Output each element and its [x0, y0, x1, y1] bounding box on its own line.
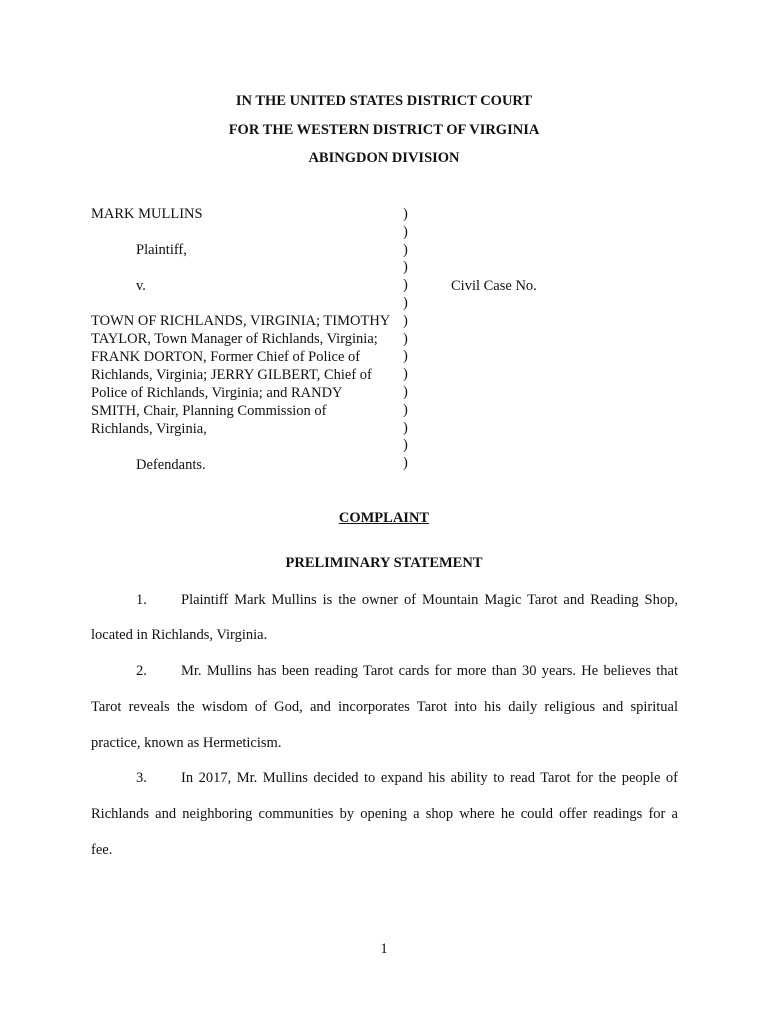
- page-number: 1: [380, 941, 388, 957]
- paragraph-1-line-2: located in Richlands, Virginia.: [91, 627, 268, 643]
- paragraph-3-number: 3.: [136, 770, 147, 786]
- defendants-line-5: Police of Richlands, Virginia; and RANDY: [91, 385, 343, 401]
- caption-divider: [403, 206, 408, 473]
- defendants-line-4: Richlands, Virginia; JERRY GILBERT, Chief of: [91, 367, 372, 383]
- paragraph-2-line-3: practice, known as Hermeticism.: [91, 735, 282, 751]
- defendants-line-6: SMITH, Chair, Planning Commission of: [91, 403, 327, 419]
- caption-paren: ): [403, 241, 408, 258]
- paragraph-2-number: 2.: [136, 663, 147, 679]
- court-title-line-3: ABINGDON DIVISION: [308, 150, 460, 166]
- paragraph-3-line-3: fee.: [91, 842, 113, 858]
- caption-paren: ): [403, 277, 408, 294]
- complaint-heading-text: COMPLAINT: [338, 510, 430, 526]
- caption-paren: ): [403, 330, 408, 347]
- caption-paren: ): [403, 348, 408, 365]
- caption-paren: ): [403, 312, 408, 329]
- caption-paren: ): [403, 383, 408, 400]
- caption-paren: ): [403, 294, 408, 311]
- court-title-line-1: IN THE UNITED STATES DISTRICT COURT: [235, 93, 533, 109]
- caption-paren: ): [403, 259, 408, 276]
- caption-paren: ): [403, 223, 408, 240]
- plaintiff-name: MARK MULLINS: [91, 206, 203, 222]
- preliminary-statement-heading: PRELIMINARY STATEMENT: [285, 555, 483, 571]
- defendants-line-3: FRANK DORTON, Former Chief of Police of: [91, 349, 361, 365]
- versus-label: v.: [136, 278, 146, 294]
- caption-paren: ): [403, 366, 408, 383]
- paragraph-3-line-1: In 2017, Mr. Mullins decided to expand his ability to read Tarot for the people of: [181, 770, 678, 786]
- paragraph-2-line-2: Tarot reveals the wisdom of God, and incorporates Tarot into his daily religious and spiritual: [91, 699, 678, 715]
- paragraph-1-number: 1.: [136, 592, 147, 608]
- defendants-label: Defendants.: [136, 457, 206, 473]
- defendants-line-1: TOWN OF RICHLANDS, VIRGINIA; TIMOTHY: [91, 313, 391, 329]
- court-title-line-2: FOR THE WESTERN DISTRICT OF VIRGINIA: [228, 122, 540, 138]
- paragraph-2-line-1: Mr. Mullins has been reading Tarot cards for more than 30 years. He believes that: [181, 663, 678, 679]
- caption-paren: ): [403, 206, 408, 222]
- defendants-line-7: Richlands, Virginia,: [91, 421, 207, 437]
- caption-paren: ): [403, 419, 408, 436]
- complaint-heading: [0, 510, 768, 527]
- caption-paren: ): [403, 455, 408, 472]
- paragraph-1-line-1: Plaintiff Mark Mullins is the owner of Mountain Magic Tarot and Reading Shop,: [181, 592, 678, 608]
- defendants-line-2: TAYLOR, Town Manager of Richlands, Virginia;: [91, 331, 378, 347]
- plaintiff-label: Plaintiff,: [136, 242, 187, 258]
- caption-paren: ): [403, 401, 408, 418]
- caption-paren: ): [403, 437, 408, 454]
- paragraph-3-line-2: Richlands and neighboring communities by opening a shop where he could offer readings for a: [91, 806, 678, 822]
- civil-case-number-label: Civil Case No.: [451, 278, 537, 294]
